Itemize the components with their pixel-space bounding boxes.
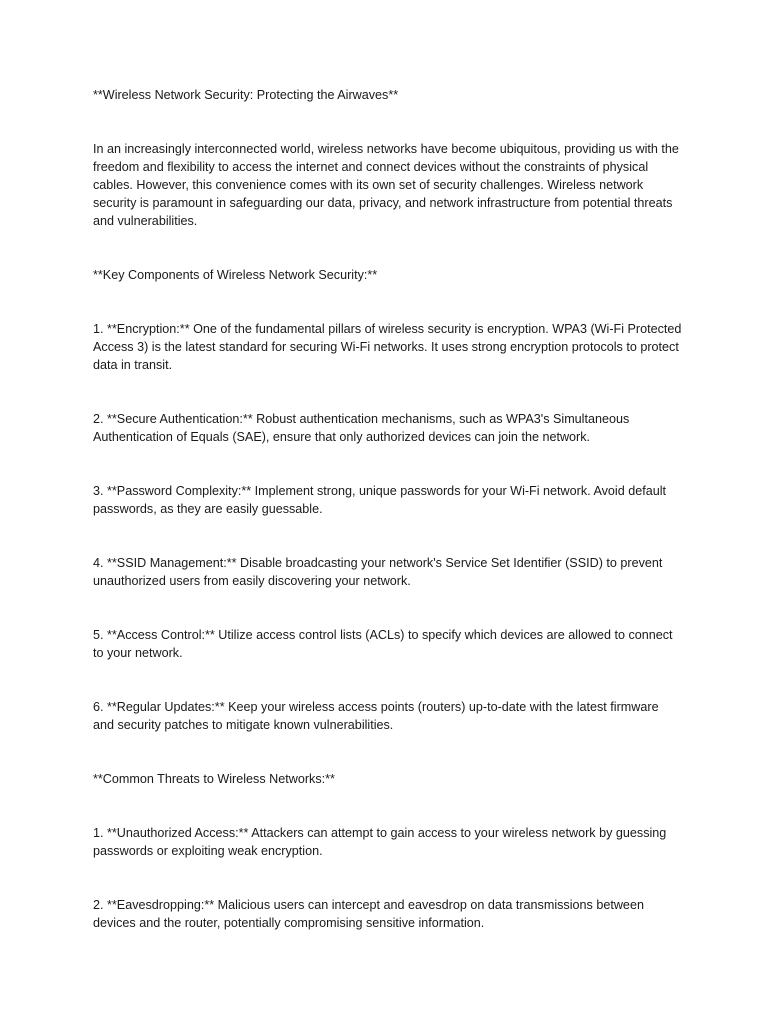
document-body	[93, 86, 683, 932]
threat-item: 1. **Unauthorized Access:** Attackers can attempt to gain access to your wireless network by guessing passwords or exploiting weak encryption.	[93, 826, 667, 858]
spacer	[93, 104, 683, 140]
key-components-heading: **Key Components of Wireless Network Security:**	[93, 268, 378, 282]
spacer	[93, 374, 683, 410]
spacer	[93, 446, 683, 482]
spacer	[93, 284, 683, 320]
spacer	[93, 518, 683, 554]
key-component-item: 3. **Password Complexity:** Implement strong, unique passwords for your Wi-Fi network. Avoid default passwords, as they are easily guessable.	[93, 484, 667, 516]
key-component-item: 6. **Regular Updates:** Keep your wireless access points (routers) up-to-date with the latest firmware and security patches to mitigate known vulnerabilities.	[93, 700, 659, 732]
threat-item: 2. **Eavesdropping:** Malicious users can intercept and eavesdrop on data transmissions between devices and the router, potentially compromising sensitive information.	[93, 898, 644, 930]
threats-heading: **Common Threats to Wireless Networks:**	[93, 772, 335, 786]
spacer	[93, 230, 683, 266]
spacer	[93, 662, 683, 698]
key-component-item: 5. **Access Control:** Utilize access control lists (ACLs) to specify which devices are allowed to connect to your network.	[93, 628, 673, 660]
spacer	[93, 590, 683, 626]
key-component-item: 4. **SSID Management:** Disable broadcasting your network's Service Set Identifier (SSID) to prevent unauthorized users from easily discovering your network.	[93, 556, 663, 588]
key-component-item: 1. **Encryption:** One of the fundamental pillars of wireless security is encryption. WPA3 (Wi-Fi Protected Access 3) is the latest standard for securing Wi-Fi networks. It uses strong encryption protocols to protect data in transit.	[93, 322, 682, 372]
key-component-item: 2. **Secure Authentication:** Robust authentication mechanisms, such as WPA3's Simultaneous Authentication of Equals (SAE), ensure that only authorized devices can join the network.	[93, 412, 630, 444]
spacer	[93, 788, 683, 824]
document-title: **Wireless Network Security: Protecting the Airwaves**	[93, 88, 399, 102]
spacer	[93, 734, 683, 770]
spacer	[93, 860, 683, 896]
intro-paragraph: In an increasingly interconnected world, wireless networks have become ubiquitous, providing us with the freedom and flexibility to access the internet and connect devices without the constraints of physical cables. However, this convenience comes with its own set of security challenges. Wireless network security is paramount in safeguarding our data, privacy, and network infrastructure from potential threats and vulnerabilities.	[93, 142, 679, 228]
